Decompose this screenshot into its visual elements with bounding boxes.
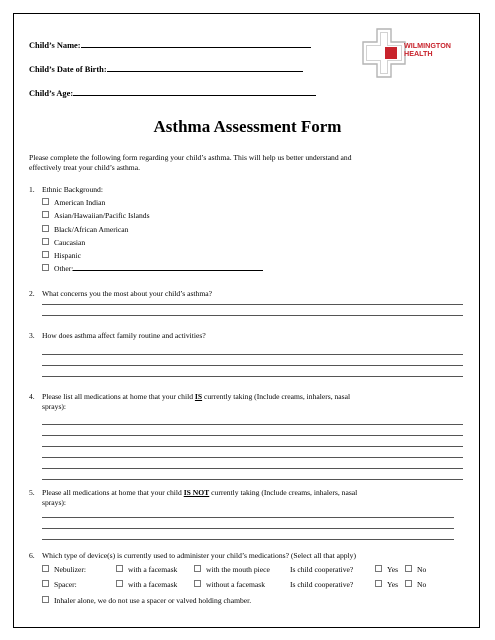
q1-option-hispanic[interactable]: Hispanic bbox=[42, 251, 81, 261]
answer-line[interactable] bbox=[42, 479, 463, 480]
other-field[interactable] bbox=[73, 270, 263, 271]
checkbox[interactable] bbox=[405, 565, 412, 572]
child-age-label: Child’s Age: bbox=[29, 89, 74, 98]
child-name-field[interactable] bbox=[81, 47, 311, 48]
checkbox[interactable] bbox=[375, 565, 382, 572]
checkbox[interactable] bbox=[42, 580, 49, 587]
cross-logo-icon bbox=[362, 28, 406, 78]
answer-line[interactable] bbox=[42, 435, 463, 436]
checkbox[interactable] bbox=[116, 565, 123, 572]
nebulizer-facemask-option[interactable]: with a facemask bbox=[116, 565, 177, 575]
answer-line[interactable] bbox=[42, 424, 463, 425]
child-dob-label: Child’s Date of Birth: bbox=[29, 65, 107, 74]
inhaler-alone-option[interactable]: Inhaler alone, we do not use a spacer or valved holding chamber. bbox=[42, 596, 251, 606]
intro-text bbox=[29, 153, 352, 173]
checkbox[interactable] bbox=[42, 251, 49, 258]
answer-line[interactable] bbox=[42, 304, 463, 305]
q4-emphasis: IS bbox=[194, 392, 203, 401]
q6-number: 6. bbox=[29, 551, 35, 560]
q6-text: Which type of device(s) is currently used to administer your child’s medications? (Select all that apply) bbox=[42, 551, 356, 560]
checkbox[interactable] bbox=[42, 225, 49, 232]
q5-text-line2: sprays): bbox=[42, 498, 67, 507]
checkbox[interactable] bbox=[42, 264, 49, 271]
form-title: Asthma Assessment Form bbox=[153, 117, 342, 136]
answer-line[interactable] bbox=[42, 517, 454, 518]
wilmington-health-logo bbox=[362, 25, 472, 81]
spacer-option[interactable]: Spacer: bbox=[42, 580, 77, 590]
q5-emphasis: IS NOT bbox=[183, 488, 210, 497]
checkbox[interactable] bbox=[194, 565, 201, 572]
answer-line[interactable] bbox=[42, 376, 463, 377]
q1-option-asian[interactable]: Asian/Hawaiian/Pacific Islands bbox=[42, 211, 150, 221]
checkbox[interactable] bbox=[42, 596, 49, 603]
answer-line[interactable] bbox=[42, 446, 463, 447]
nebulizer-no-option[interactable]: No bbox=[405, 565, 426, 575]
child-dob-row bbox=[29, 65, 303, 74]
checkbox[interactable] bbox=[375, 580, 382, 587]
q2-number: 2. bbox=[29, 289, 35, 298]
nebulizer-option[interactable]: Nebulizer: bbox=[42, 565, 86, 575]
spacer-cooperative-label: Is child cooperative? bbox=[290, 580, 354, 589]
checkbox[interactable] bbox=[42, 211, 49, 218]
nebulizer-mouthpiece-option[interactable]: with the mouth piece bbox=[194, 565, 270, 575]
answer-line[interactable] bbox=[42, 354, 463, 355]
answer-line[interactable] bbox=[42, 528, 454, 529]
spacer-no-facemask-option[interactable]: without a facemask bbox=[194, 580, 265, 590]
q3-number: 3. bbox=[29, 331, 35, 340]
q5-number: 5. bbox=[29, 488, 35, 497]
child-age-row bbox=[29, 89, 316, 98]
child-dob-field[interactable] bbox=[107, 71, 303, 72]
checkbox[interactable] bbox=[42, 238, 49, 245]
q1-text: Ethnic Background: bbox=[42, 185, 103, 194]
q1-option-black[interactable]: Black/African American bbox=[42, 225, 128, 235]
logo-line1: WILMINGTON bbox=[404, 41, 451, 50]
q4-number: 4. bbox=[29, 392, 35, 401]
nebulizer-yes-option[interactable]: Yes bbox=[375, 565, 398, 575]
answer-line[interactable] bbox=[42, 365, 463, 366]
checkbox[interactable] bbox=[405, 580, 412, 587]
child-name-label: Child’s Name: bbox=[29, 41, 81, 50]
q5-text: Please all medications at home that your child IS NOT currently taking (Include creams, inhalers, nasal bbox=[42, 488, 358, 497]
q1-option-american-indian[interactable]: American Indian bbox=[42, 198, 105, 208]
q2-text: What concerns you the most about your child’s asthma? bbox=[42, 289, 212, 298]
spacer-facemask-option[interactable]: with a facemask bbox=[116, 580, 177, 590]
checkbox[interactable] bbox=[42, 565, 49, 572]
answer-line[interactable] bbox=[42, 468, 463, 469]
q1-option-other[interactable]: Other: bbox=[42, 264, 263, 274]
q1-number: 1. bbox=[29, 185, 35, 194]
answer-line[interactable] bbox=[42, 539, 454, 540]
page-border bbox=[13, 13, 480, 628]
child-name-row bbox=[29, 41, 311, 50]
checkbox[interactable] bbox=[194, 580, 201, 587]
child-age-field[interactable] bbox=[73, 95, 316, 96]
answer-line[interactable] bbox=[42, 457, 463, 458]
intro-line-2: effectively treat your child’s asthma. bbox=[29, 163, 140, 172]
checkbox[interactable] bbox=[42, 198, 49, 205]
spacer-no-option[interactable]: No bbox=[405, 580, 426, 590]
q1-option-caucasian[interactable]: Caucasian bbox=[42, 238, 85, 248]
nebulizer-cooperative-label: Is child cooperative? bbox=[290, 565, 354, 574]
logo-line2: HEALTH bbox=[404, 49, 433, 58]
intro-line-1: Please complete the following form regarding your child’s asthma. This will help us better understand and bbox=[29, 153, 352, 162]
q4-text: Please list all medications at home that your child IS currently taking (Include creams, inhalers, nasal bbox=[42, 392, 351, 401]
spacer-yes-option[interactable]: Yes bbox=[375, 580, 398, 590]
checkbox[interactable] bbox=[116, 580, 123, 587]
q3-text: How does asthma affect family routine and activities? bbox=[42, 331, 206, 340]
answer-line[interactable] bbox=[42, 315, 463, 316]
q4-text-line2: sprays): bbox=[42, 402, 67, 411]
